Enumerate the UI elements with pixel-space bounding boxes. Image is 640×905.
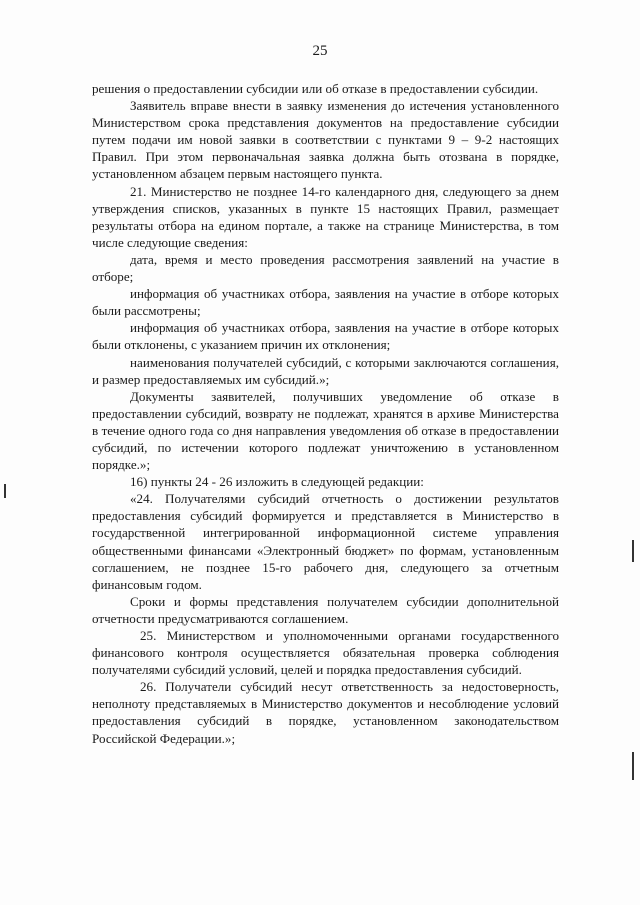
paragraph-8: Документы заявителей, получивших уведомление об отказе в предоставлении субсидий, возврату не подлежат, хранятся в архиве Министерства в течение одного года со дня направления уведомления об отказе в предоставлении субсидий, по истечении которого подлежат уничтожению в установленном порядке.»; (92, 388, 559, 473)
paragraph-9: 16) пункты 24 - 26 изложить в следующей редакции: (130, 474, 424, 490)
paragraph-7: наименования получателей субсидий, с которыми заключаются соглашения, и размер предоставляемых им субсидий.»; (92, 354, 559, 387)
paragraph-1: решения о предоставлении субсидии или об отказе в предоставлении субсидии. (92, 81, 539, 96)
scan-mark-left (4, 484, 6, 498)
paragraph-12: 25. Министерством и уполномоченными органами государственного финансового контроля осуществляется обязательная проверка соблюдения получателями субсидий условий, целей и порядка предоставления субсидий. (92, 628, 559, 678)
paragraph-13: 26. Получатели субсидий несут ответственность за недостоверность, неполноту представляемых в Министерство документов и несоблюдение условий предоставления субсидий в порядке, установленном законодательством Российской Федерации.»; (92, 679, 559, 746)
paragraph-4: дата, время и место проведения рассмотрения заявлений на участие в отборе; (92, 251, 559, 285)
document-body (92, 80, 559, 747)
scan-mark-right (632, 540, 634, 562)
paragraph-3: 21. Министерство не позднее 14-го календарного дня, следующего за днем утверждения списков, указанных в пункте 15 настоящих Правил, размещает результаты отбора на едином портале, а также на странице Министерства, в том числе следующие сведения: (92, 183, 559, 250)
paragraph-6: информация об участниках отбора, заявления на участие в отборе которых были отклонены, с указанием причин их отклонения; (92, 320, 559, 353)
paragraph-2: Заявитель вправе внести в заявку изменения до истечения установленного Министерством срока представления документов на предоставление субсидии путем подачи им новой заявки в соответствии с пунктами 9 – 9-2 настоящих Правил. При этом первоначальная заявка должна быть отозвана в порядке, установленном абзацем первым настоящего пункта. (92, 98, 559, 182)
paragraph-5: информация об участниках отбора, заявления на участие в отборе которых были рассмотрены; (92, 286, 559, 319)
paragraph-11: Сроки и формы представления получателем субсидии дополнительной отчетности предусматриваются соглашением. (92, 593, 559, 626)
paragraph-10: «24. Получателями субсидий отчетность о достижении результатов предоставления субсидий формируется и представляется в Министерство в государственной интегрированной информационной системе управления общественными финансами «Электронный бюджет» по формам, установленным соглашением, не позднее 15-го рабочего дня, следующего за отчетным финансовым годом. (92, 491, 559, 592)
page-number: 25 (312, 43, 328, 59)
scan-mark-right-lower (632, 752, 634, 780)
